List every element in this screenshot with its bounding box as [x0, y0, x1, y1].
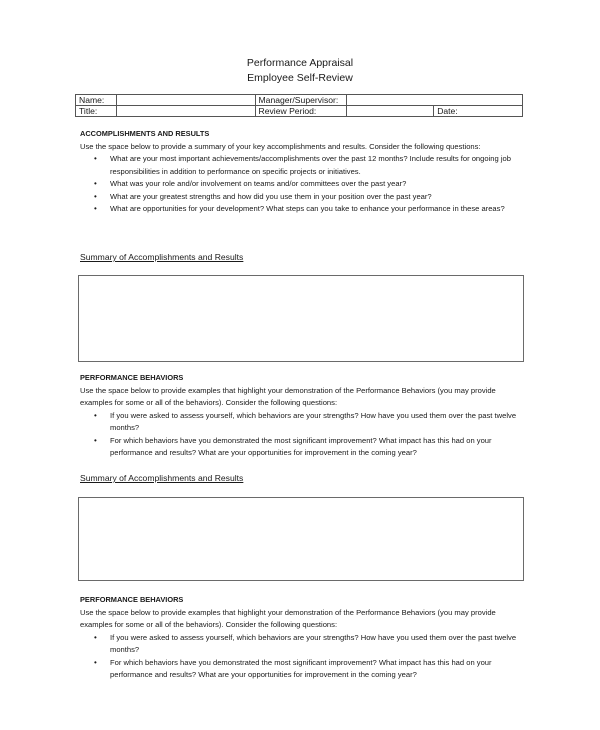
bullet-icon: • [94, 632, 97, 642]
list-item: • For which behaviors have you demonstrated the most significant improvement? What impact has this had on your performance and results? What are your opportunities for improvement in the coming year? [94, 435, 492, 457]
table-row [76, 95, 523, 106]
employee-info-table [75, 94, 523, 117]
accomplishments-section [80, 128, 530, 216]
performance-behaviors-section [80, 594, 530, 682]
bullet-icon: • [94, 179, 97, 188]
review-period-label: Review Period: [255, 106, 347, 117]
manager-supervisor-label: Manager/Supervisor: [255, 95, 347, 106]
list-item: • What was your role and/or involvement on teams and/or committees over the past year? [80, 178, 530, 191]
section-intro: Use the space below to provide examples that highlight your demonstration of the Performance Behaviors (you may provide examples for some or all of the behaviors). Consider the following questions: [80, 607, 496, 629]
summary-label: Summary of Accomplishments and Results [80, 252, 244, 262]
document-subtitle: Employee Self-Review [247, 72, 353, 84]
bullet-icon: • [94, 410, 97, 420]
section-intro: Use the space below to provide examples that highlight your demonstration of the Performance Behaviors (you may provide examples for some or all of the behaviors). Consider the following questions: [80, 385, 496, 407]
title-field[interactable] [116, 106, 255, 117]
name-label: Name: [76, 95, 117, 106]
list-item: • What are opportunities for your development? What steps can you take to enhance your performance in these areas? [80, 203, 530, 216]
summary-text-box[interactable] [78, 497, 524, 581]
list-item: • What are your most important achievements/accomplishments over the past 12 months? Include results for ongoing job responsibilities in addition to performance on specific projects or initiatives. [94, 154, 511, 176]
bullet-icon: • [94, 154, 97, 163]
performance-behaviors-section [80, 372, 530, 460]
list-item: • What are your greatest strengths and how did you use them in your position over the past year? [80, 191, 530, 204]
review-period-field[interactable] [347, 106, 434, 117]
question-list [80, 153, 530, 216]
bullet-icon: • [94, 191, 97, 201]
section-heading: PERFORMANCE BEHAVIORS [80, 595, 184, 604]
bullet-icon: • [94, 435, 97, 445]
summary-label: Summary of Accomplishments and Results [80, 473, 244, 483]
bullet-icon: • [94, 204, 97, 213]
document-title: Performance Appraisal [246, 57, 354, 69]
bullet-icon: • [94, 657, 97, 667]
title-label: Title: [76, 106, 117, 117]
section-heading: PERFORMANCE BEHAVIORS [80, 373, 184, 382]
summary-text-box[interactable] [78, 275, 524, 362]
table-row [76, 106, 523, 117]
list-item: • If you were asked to assess yourself, which behaviors are your strengths? How have you used them over the past twelve months? [94, 632, 517, 654]
question-list [80, 410, 530, 460]
section-intro: Use the space below to provide a summary of your key accomplishments and results. Consider the following questions: [80, 141, 481, 151]
list-item: • If you were asked to assess yourself, which behaviors are your strengths? How have you used them over the past twelve months? [94, 410, 517, 432]
name-field[interactable] [116, 95, 255, 106]
manager-supervisor-field[interactable] [347, 95, 523, 106]
date-label: Date: [434, 106, 523, 117]
question-list [80, 632, 530, 682]
section-heading: ACCOMPLISHMENTS AND RESULTS [80, 129, 210, 138]
list-item: • For which behaviors have you demonstrated the most significant improvement? What impact has this had on your performance and results? What are your opportunities for improvement in the coming year? [94, 657, 492, 679]
